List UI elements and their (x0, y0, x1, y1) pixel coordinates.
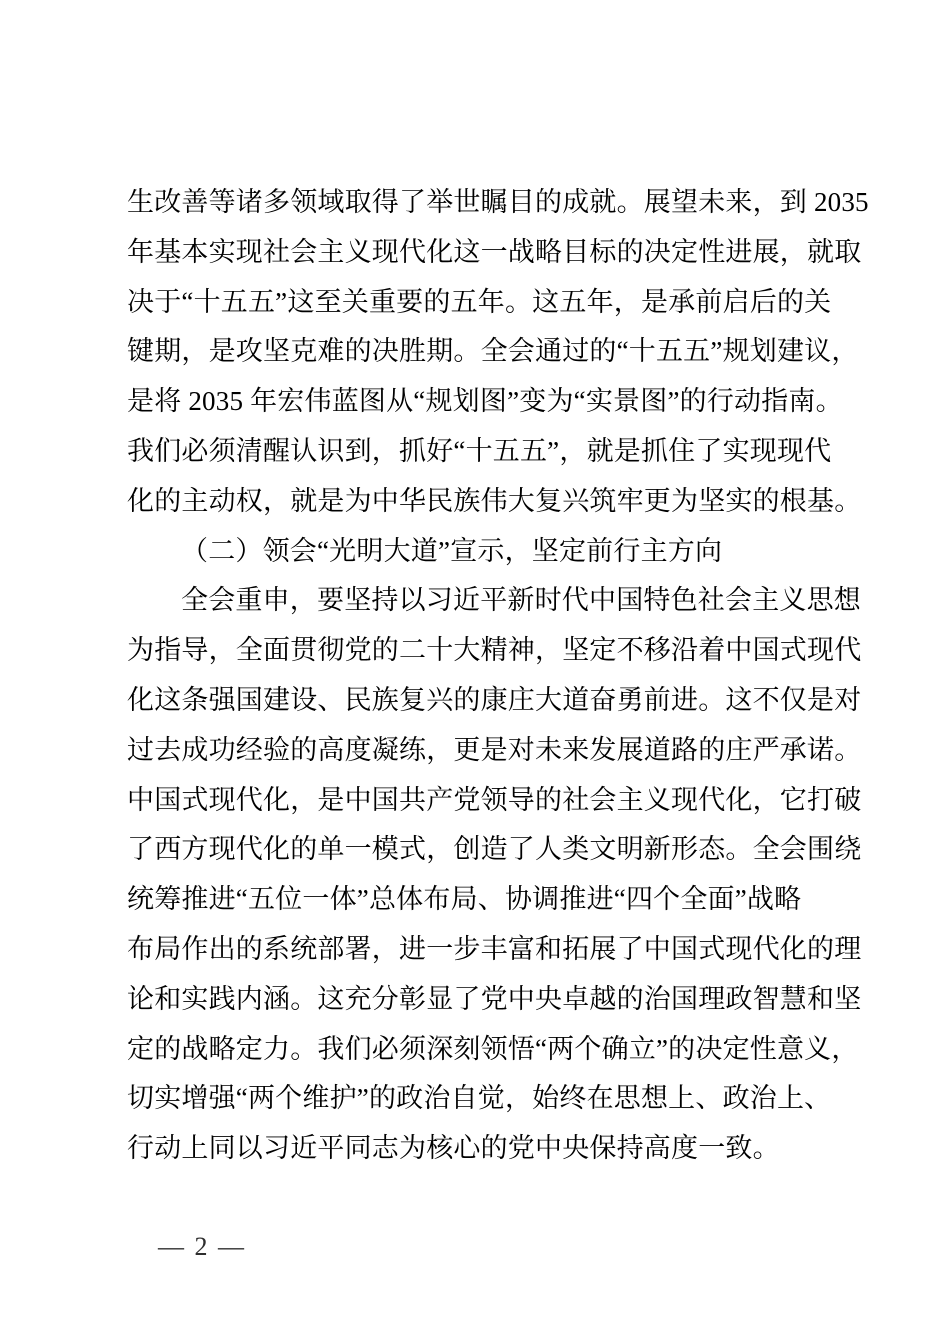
text-line: 了西方现代化的单一模式，创造了人类文明新形态。全会围绕 (127, 834, 862, 865)
text-line: 决于“十五五”这至关重要的五年。这五年，是承前启后的关 (127, 286, 832, 317)
text-line: 定的战略定力。我们必须深刻领悟“两个确立”的决定性意义， (127, 1033, 859, 1064)
text-line: 切实增强“两个维护”的政治自觉，始终在思想上、政治上、 (127, 1083, 832, 1114)
text-line: 键期，是攻坚克难的决胜期。全会通过的“十五五”规划建议， (127, 336, 859, 367)
text-line: 中国式现代化，是中国共产党领导的社会主义现代化，它打破 (127, 784, 862, 815)
text-line: 统筹推进“五位一体”总体布局、协调推进“四个全面”战略 (127, 884, 802, 915)
text-line: 论和实践内涵。这充分彰显了党中央卓越的治国理政智慧和坚 (127, 983, 862, 1014)
page-number: — 2 — (158, 1232, 246, 1261)
text-line: 化这条强国建设、民族复兴的康庄大道奋勇前进。这不仅是对 (127, 684, 862, 715)
section-heading: （二）领会“光明大道”宣示，坚定前行主方向 (181, 535, 723, 566)
text-line: 是将 2035 年宏伟蓝图从“规划图”变为“实景图”的行动指南。 (127, 386, 843, 417)
text-line: 为指导，全面贯彻党的二十大精神，坚定不移沿着中国式现代 (127, 635, 862, 666)
text-line: 化的主动权，就是为中华民族伟大复兴筑牢更为坚实的根基。 (127, 485, 862, 516)
text-line: 全会重申，要坚持以习近平新时代中国特色社会主义思想 (181, 585, 861, 616)
text-line: 我们必须清醒认识到，抓好“十五五”，就是抓住了实现现代 (127, 435, 832, 466)
text-line: 年基本实现社会主义现代化这一战略目标的决定性进展，就取 (127, 236, 862, 267)
text-line: 布局作出的系统部署，进一步丰富和拓展了中国式现代化的理 (127, 933, 862, 964)
text-line: 行动上同以习近平同志为核心的党中央保持高度一致。 (127, 1133, 780, 1164)
document-body (127, 178, 869, 1174)
text-line: 过去成功经验的高度凝练，更是对未来发展道路的庄严承诺。 (127, 734, 862, 765)
text-line: 生改善等诸多领域取得了举世瞩目的成就。展望未来，到 2035 (127, 187, 869, 217)
